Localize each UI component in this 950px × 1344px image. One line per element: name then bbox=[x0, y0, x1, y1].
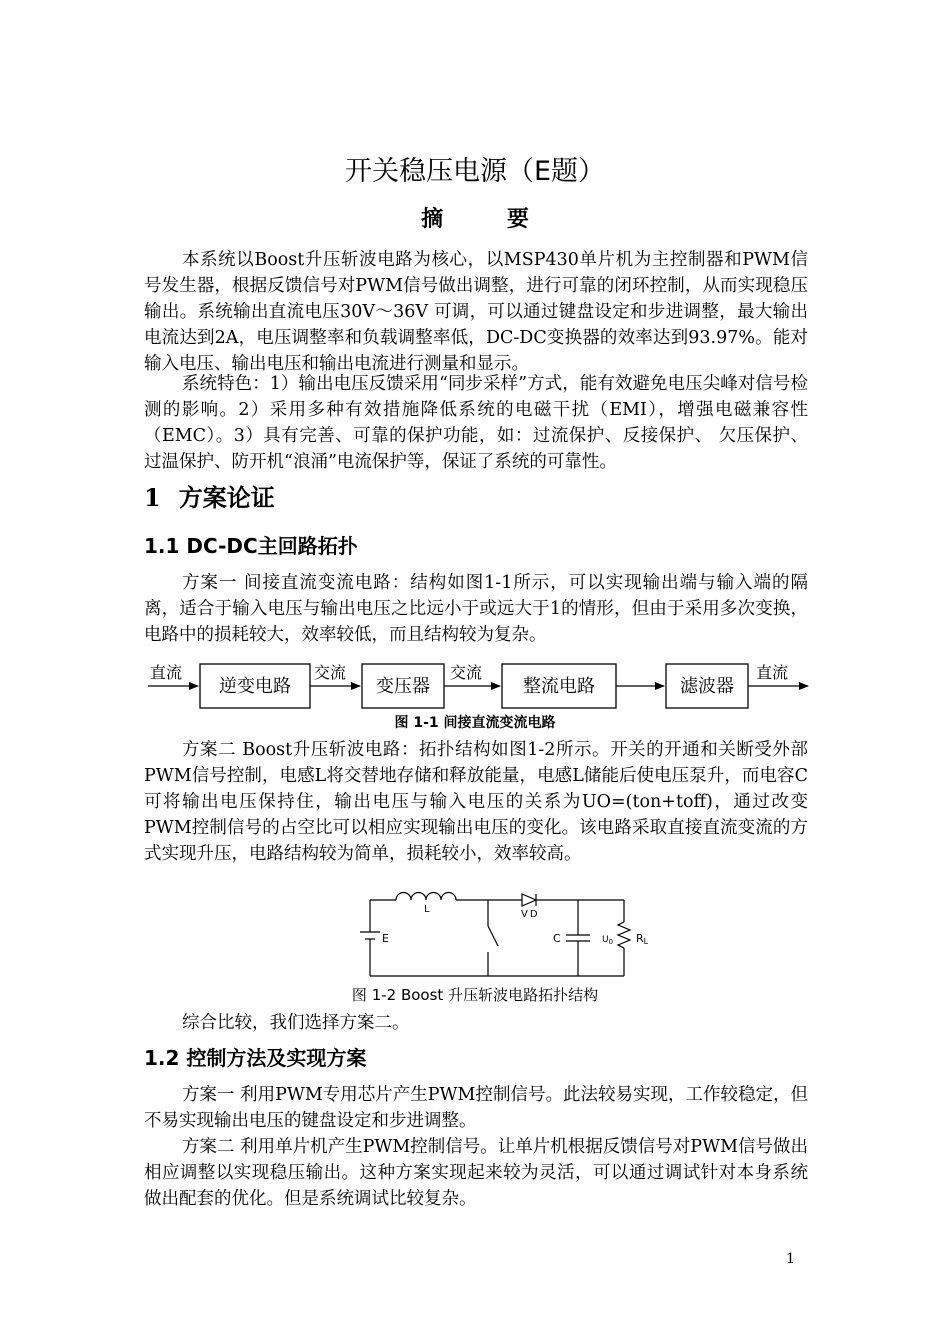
section-1-1-conclusion: 综合比较，我们选择方案二。 bbox=[182, 1013, 410, 1033]
page-number: 1 bbox=[786, 1251, 795, 1267]
section-1-1-scheme-1: 方案一 间接直流变流电路：结构如图1-1所示，可以实现输出端与输入端的隔离，适合于输入电压与输出电压之比远小于或远大于1的情形，但由于采用多次变换，电路中的损耗较大，效率较低，而且结构较为复杂。 bbox=[144, 573, 808, 645]
section-1-2-scheme-2: 方案二 利用单片机产生PWM控制信号。让单片机根据反馈信号对PWM信号做出相应调整以实现稳压输出。这种方案实现起来较为灵活，可以通过调试针对本身系统做出配套的优化。但是系统调试比较复杂。 bbox=[144, 1137, 808, 1209]
fig1-block-filter: 滤波器 bbox=[680, 676, 734, 697]
fig1-block-inverter: 逆变电路 bbox=[219, 676, 291, 697]
figure-1-1-diagram bbox=[146, 656, 814, 712]
abstract-heading: 摘 要 bbox=[421, 207, 557, 232]
section-1-1-scheme-2: 方案二 Boost升压斩波电路：拓扑结构如图1-2所示。开关的开通和关断受外部PWM信号控制，电感L将交替地存储和释放能量，电感L储能后使电压泵升，而电容C可将输出电压保持住，输出电压与输入电压的关系为UO=(ton+toff)，通过改变PWM控制信号的占空比可以相应实现输出电压的变化。该电路采取直接直流变流的方式实现升压，电路结构较为简单，损耗较小，效率较高。 bbox=[144, 740, 808, 864]
section-1-2-heading: 1.2 控制方法及实现方案 bbox=[144, 1046, 367, 1070]
fig2-label-capacitor: C bbox=[553, 932, 561, 945]
diode-symbol bbox=[522, 894, 536, 906]
section-1-2-scheme-1: 方案一 利用PWM专用芯片产生PWM控制信号。此法较易实现，工作较稳定，但不易实现输出电压的键盘设定和步进调整。 bbox=[144, 1085, 808, 1131]
section-1-title: 方案论证 bbox=[178, 484, 275, 512]
fig1-block-rectifier: 整流电路 bbox=[523, 676, 595, 697]
fig2-label-diode: VD bbox=[521, 909, 540, 920]
fig2-label-source: E bbox=[382, 932, 389, 945]
switch-symbol bbox=[488, 926, 498, 946]
section-1-1-heading: 1.1 DC-DC主回路拓扑 bbox=[144, 534, 358, 558]
fig1-label-ac-2: 交流 bbox=[450, 663, 483, 682]
figure-1-1-caption: 图 1-1 间接直流变流电路 bbox=[394, 715, 556, 731]
document-title: 开关稳压电源（E题） bbox=[344, 156, 606, 187]
fig1-block-transformer: 变压器 bbox=[376, 676, 430, 697]
abstract-paragraph-1: 本系统以Boost升压斩波电路为核心，以MSP430单片机为主控制器和PWM信号发生器，根据反馈信号对PWM信号做出调整，进行可靠的闭环控制，从而实现稳压输出。系统输出直流电压30V～36V 可调，可以通过键盘设定和步进调整，最大输出电流达到2A，电压调整率和负载调整率低，DC-DC变换器的效率达到93.97%。能对输入电压、输出电压和输出电流进行测量和显示。 bbox=[144, 250, 808, 374]
fig1-label-dc-out: 直流 bbox=[756, 663, 789, 682]
abstract-paragraph-2: 系统特色：1）输出电压反馈采用“同步采样”方式，能有效避免电压尖峰对信号检测的影响。2）采用多种有效措施降低系统的电磁干扰（EMI），增强电磁兼容性（EMC）。3）具有完善、可靠的保护功能，如：过流保护、反接保护、 欠压保护、过温保护、防开机“浪涌”电流保护等，保证了系统的可靠性。 bbox=[144, 374, 808, 472]
fig1-label-dc-in: 直流 bbox=[150, 663, 183, 682]
fig2-label-output-voltage bbox=[602, 935, 613, 946]
fig2-label-resistor bbox=[636, 932, 649, 946]
resistor-symbol bbox=[618, 922, 630, 948]
figure-1-2-caption: 图 1-2 Boost 升压斩波电路拓扑结构 bbox=[351, 986, 599, 1004]
capacitor-symbol bbox=[566, 935, 590, 941]
fig2-output-voltage-symbol: U bbox=[602, 935, 609, 945]
fig2-resistor-symbol: R bbox=[636, 932, 644, 945]
fig2-resistor-sub: L bbox=[643, 937, 649, 946]
fig2-output-voltage-sub: 0 bbox=[608, 938, 614, 946]
inductor-symbol bbox=[396, 893, 456, 901]
section-1-heading bbox=[144, 481, 275, 515]
figure-1-2-circuit bbox=[360, 884, 660, 984]
fig2-label-inductor: L bbox=[424, 904, 430, 915]
fig1-label-ac-1: 交流 bbox=[314, 663, 347, 682]
source-symbol bbox=[360, 932, 380, 939]
section-1-number: 1 bbox=[144, 483, 161, 512]
